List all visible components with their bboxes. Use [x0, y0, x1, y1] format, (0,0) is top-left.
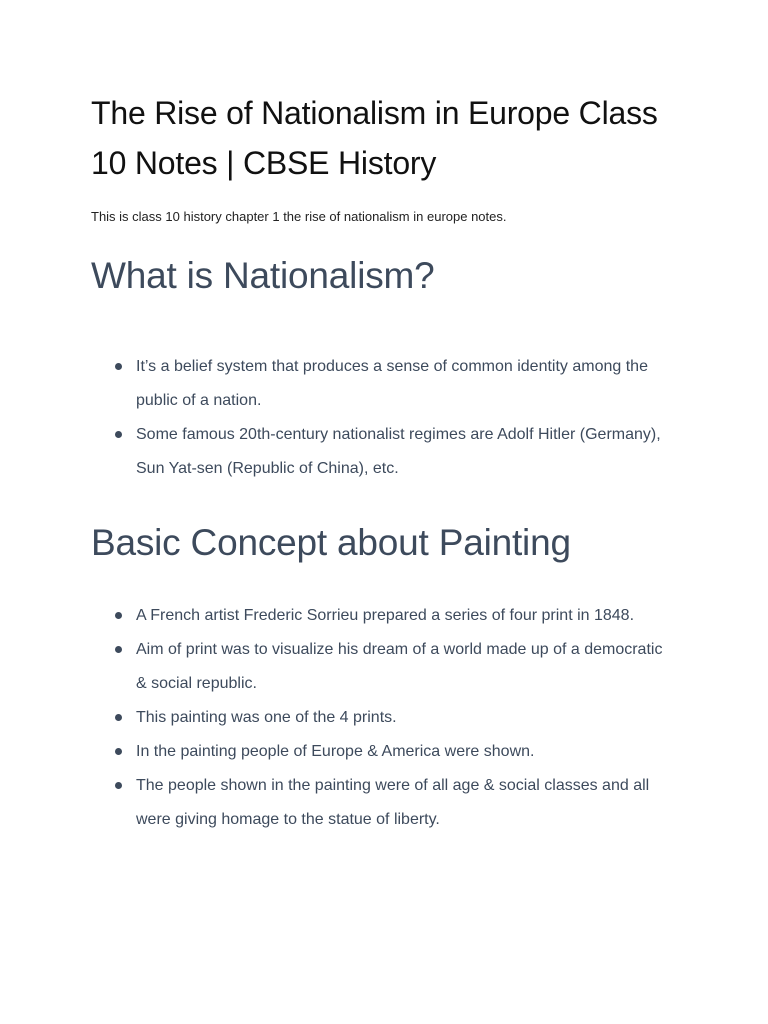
list-item	[91, 418, 677, 486]
list-item-text: It’s a belief system that produces a sense of common identity among the public of a nation.	[136, 358, 648, 409]
list-item	[91, 701, 677, 735]
list-item	[91, 599, 677, 633]
list-item-text: Some famous 20th-century nationalist regimes are Adolf Hitler (Germany), Sun Yat-sen (Republic of China), etc.	[136, 426, 661, 477]
bullet-dot-icon	[115, 431, 122, 438]
section-heading-nationalism: What is Nationalism?	[91, 255, 435, 296]
nationalism-bullet-list	[91, 350, 677, 486]
list-item-text: The people shown in the painting were of all age & social classes and all were giving homage to the statue of liberty.	[136, 777, 650, 828]
section-heading-painting: Basic Concept about Painting	[91, 522, 571, 563]
list-item-text: This painting was one of the 4 prints.	[136, 709, 397, 726]
list-item-text: In the painting people of Europe & America were shown.	[136, 743, 535, 760]
list-item	[91, 735, 677, 769]
bullet-dot-icon	[115, 646, 122, 653]
list-item	[91, 350, 677, 418]
list-item	[91, 633, 677, 701]
page-title: The Rise of Nationalism in Europe Class 10 Notes | CBSE History	[91, 95, 658, 181]
list-item	[91, 769, 677, 837]
list-item-text: A French artist Frederic Sorrieu prepared a series of four print in 1848.	[136, 607, 635, 624]
bullet-dot-icon	[115, 714, 122, 721]
bullet-dot-icon	[115, 612, 122, 619]
intro-paragraph: This is class 10 history chapter 1 the rise of nationalism in europe notes.	[91, 209, 507, 224]
painting-bullet-list	[91, 599, 677, 837]
bullet-dot-icon	[115, 782, 122, 789]
bullet-dot-icon	[115, 748, 122, 755]
bullet-dot-icon	[115, 363, 122, 370]
list-item-text: Aim of print was to visualize his dream of a world made up of a democratic & social republic.	[136, 641, 663, 692]
